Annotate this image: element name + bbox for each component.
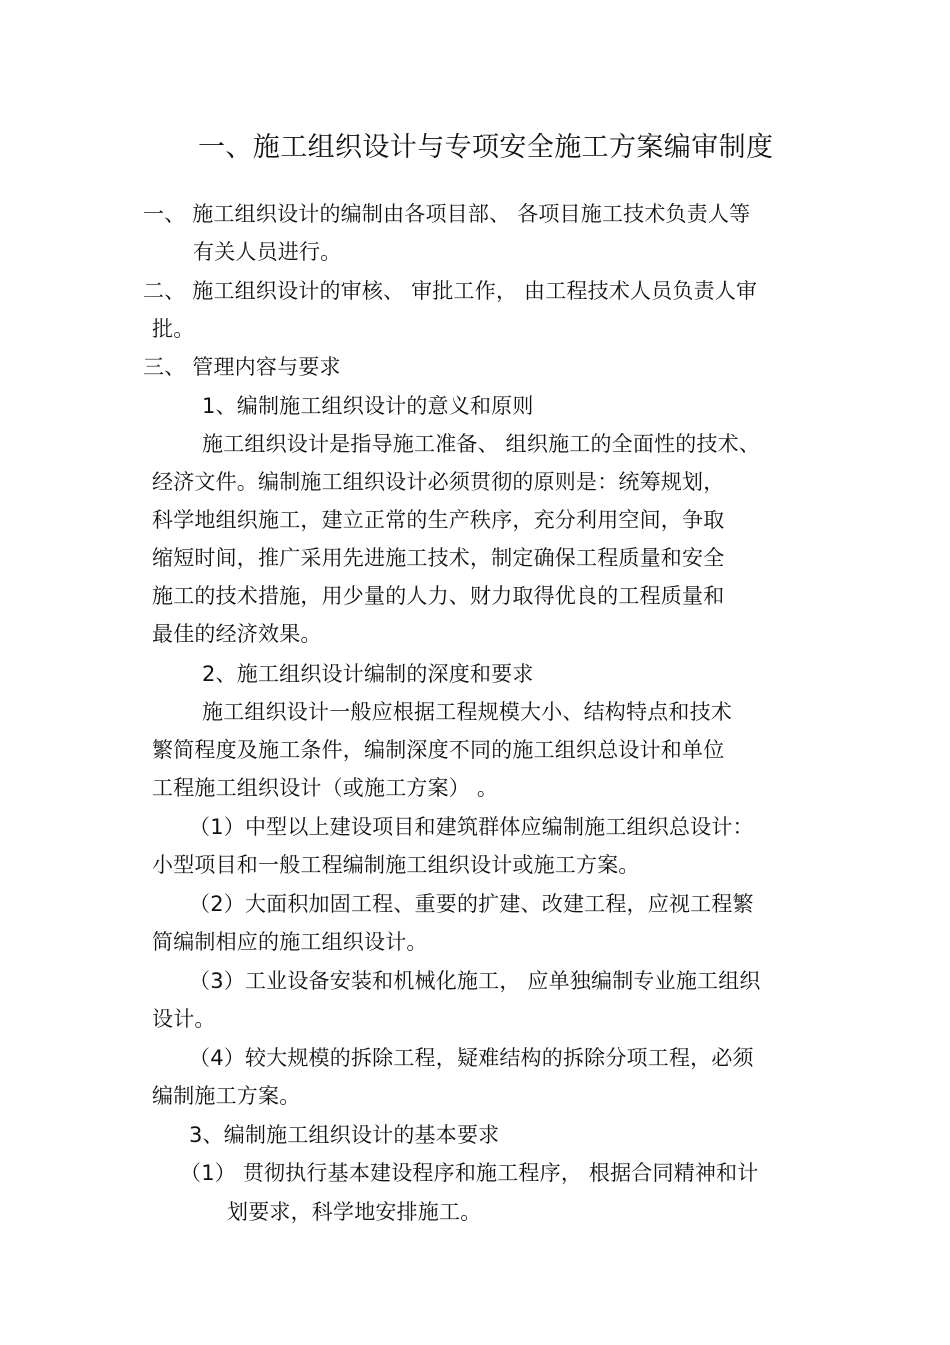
- section-heading-3: 三、 管理内容与要求: [143, 355, 341, 379]
- paragraph-line-14: 施工组织设计一般应根据工程规模大小、结构特点和技术: [202, 700, 732, 724]
- list-item-5-line-1: （1） 贯彻执行基本建设程序和施工程序， 根据合同精神和计: [180, 1161, 759, 1185]
- document-title: 一、施工组织设计与专项安全施工方案编审制度: [198, 132, 774, 163]
- paragraph-line-16: 工程施工组织设计（或施工方案） 。: [152, 776, 499, 800]
- list-item-1-line-2: 小型项目和一般工程编制施工组织设计或施工方案。: [152, 853, 640, 877]
- paragraph-line-7: 施工组织设计是指导施工准备、 组织施工的全面性的技术、: [202, 432, 761, 456]
- list-item-3-line-2: 设计。: [152, 1007, 216, 1031]
- paragraph-line-15: 繁简程度及施工条件，编制深度不同的施工组织总设计和单位: [152, 738, 725, 762]
- paragraph-line-2: 有关人员进行。: [193, 240, 342, 264]
- paragraph-line-12: 最佳的经济效果。: [152, 622, 322, 646]
- list-item-5-line-2: 划要求，科学地安排施工。: [227, 1200, 482, 1224]
- subheading-1: 1、编制施工组织设计的意义和原则: [202, 394, 534, 418]
- list-item-4-line-2: 编制施工方案。: [152, 1084, 301, 1108]
- list-item-3-line-1: （3）工业设备安装和机械化施工， 应单独编制专业施工组织: [189, 969, 761, 993]
- list-item-2-line-1: （2）大面积加固工程、重要的扩建、改建工程，应视工程繁: [189, 892, 754, 916]
- paragraph-line-4: 批。: [152, 317, 195, 341]
- paragraph-line-10: 缩短时间，推广采用先进施工技术，制定确保工程质量和安全: [152, 546, 725, 570]
- subheading-2: 2、施工组织设计编制的深度和要求: [202, 662, 534, 686]
- subheading-3: 3、编制施工组织设计的基本要求: [189, 1123, 500, 1147]
- paragraph-line-9: 科学地组织施工，建立正常的生产秩序，充分利用空间，争取: [152, 508, 725, 532]
- paragraph-line-11: 施工的技术措施，用少量的人力、财力取得优良的工程质量和: [152, 584, 725, 608]
- paragraph-line-1: 一、 施工组织设计的编制由各项目部、 各项目施工技术负责人等: [143, 202, 751, 226]
- paragraph-line-8: 经济文件。编制施工组织设计必须贯彻的原则是：统筹规划，: [152, 470, 725, 494]
- paragraph-line-3: 二、 施工组织设计的审核、 审批工作， 由工程技术人员负责人审: [143, 279, 758, 303]
- list-item-1-line-1: （1）中型以上建设项目和建筑群体应编制施工组织总设计：: [189, 815, 754, 839]
- list-item-4-line-1: （4）较大规模的拆除工程，疑难结构的拆除分项工程，必须: [189, 1046, 754, 1070]
- list-item-2-line-2: 简编制相应的施工组织设计。: [152, 930, 428, 954]
